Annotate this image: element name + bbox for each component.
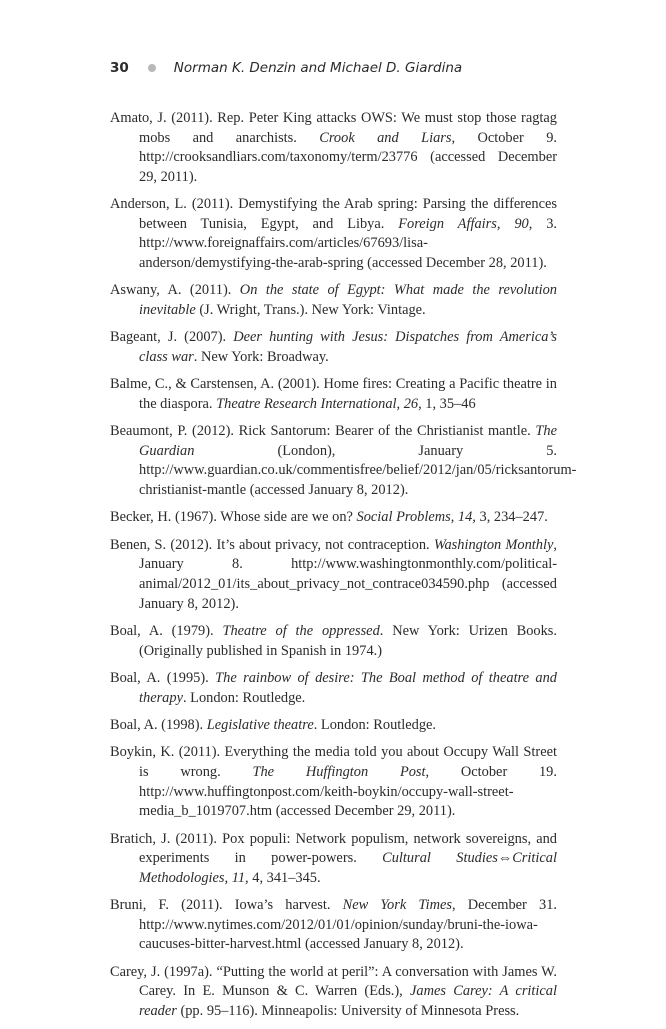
reference-text: Anderson, L. (2011). Demystifying the Arab spring: Parsing the differences between Tunisia, Egypt, and Libya. bbox=[110, 196, 557, 232]
reference-text: . London: Routledge. bbox=[313, 717, 437, 733]
reference-entry bbox=[110, 375, 557, 414]
reference-text: Becker, H. (1967). Whose side are we on? bbox=[110, 509, 357, 526]
reference-text: , 4, 341–345. bbox=[245, 869, 321, 886]
reference-title-italic: Social Problems, 14, bbox=[356, 509, 476, 526]
reference-title-italic: Foreign Affairs, 90 bbox=[398, 215, 529, 232]
reference-text: Boal, A. (1995). bbox=[110, 670, 216, 687]
reference-entry bbox=[110, 669, 557, 708]
bullet-separator-icon bbox=[148, 64, 156, 72]
reference-title-italic: Deer hunting with Jesus: Dispatches from America’s class war bbox=[139, 329, 557, 365]
reference-text: Balme, C., & Carstensen, A. (2001). Home fires: Creating a Pacific theatre in the diaspora. bbox=[110, 376, 557, 412]
reference-entry bbox=[110, 281, 557, 320]
reference-text: 3, 234–247. bbox=[475, 509, 548, 526]
reference-entry bbox=[110, 622, 557, 661]
reference-entry bbox=[110, 536, 557, 614]
reference-text: Carey, J. (1997a). “Putting the world at peril”: A conversation with James W. Carey. In E. Munson & C. Warren (Eds.), bbox=[110, 963, 557, 1000]
reference-title-italic: Theatre Research International, 26 bbox=[216, 395, 419, 412]
reference-text: Boykin, K. (2011). Everything the media told you about Occupy Wall Street is wrong. bbox=[110, 744, 557, 780]
reference-entry bbox=[110, 743, 557, 821]
reference-entry bbox=[110, 109, 557, 187]
page-header bbox=[110, 60, 462, 76]
reference-entry bbox=[110, 716, 557, 736]
reference-text: . New York: Broadway. bbox=[193, 348, 329, 365]
reference-entry bbox=[110, 508, 557, 528]
reference-text: . London: Routledge. bbox=[182, 689, 306, 706]
reference-title-italic: On the state of Egypt: What made the revolution inevitable bbox=[139, 282, 557, 318]
reference-text: Beaumont, P. (2012). Rick Santorum: Bearer of the Christianist mantle. bbox=[110, 423, 536, 440]
reference-title-italic: The Guardian bbox=[139, 423, 557, 459]
reference-text: Boal, A. (1998). bbox=[110, 717, 207, 733]
reference-title-italic: Theatre of the oppressed bbox=[222, 623, 380, 640]
reference-title-italic: The rainbow of desire: The Boal method of theatre and therapy bbox=[139, 670, 557, 706]
reference-title-italic: Crook and Liars bbox=[319, 129, 452, 146]
reference-title-italic: Washington Monthly bbox=[433, 536, 554, 553]
reference-text: Boal, A. (1979). bbox=[110, 623, 223, 640]
page-number: 30 bbox=[110, 60, 129, 76]
reference-text: Aswany, A. (2011). bbox=[110, 282, 240, 299]
reference-text: , January 8. http://www.washingtonmonthly.com/political-animal/2012_01/its_about_privacy_not_contrace034590.php (accessed January 8, 2012). bbox=[139, 536, 557, 612]
reference-title-italic: Cultural Studies⇔Critical Methodologies, 11 bbox=[139, 850, 557, 886]
reference-entry bbox=[110, 963, 557, 1022]
reference-text: , October 19. http://www.huffingtonpost.com/keith-boykin/occupy-wall-street-media_b_1019707.htm (accessed December 29, 2011). bbox=[139, 763, 557, 820]
reference-title-italic: The Huffington Post bbox=[252, 763, 426, 780]
reference-text: (pp. 95–116). Minneapolis: University of Minnesota Press. bbox=[176, 1002, 520, 1019]
reference-text: (J. Wright, Trans.). New York: Vintage. bbox=[195, 301, 426, 318]
reference-text: . New York: Urizen Books. (Originally published in Spanish in 1974.) bbox=[139, 623, 557, 659]
reference-entry bbox=[110, 896, 557, 955]
reference-entry bbox=[110, 195, 557, 273]
reference-text: Benen, S. (2012). It’s about privacy, not contraception. bbox=[110, 536, 434, 553]
reference-text: Bratich, J. (2011). Pox populi: Network populism, network sovereigns, and experiments in power-powers. bbox=[110, 830, 557, 867]
reference-text: Amato, J. (2011). Rep. Peter King attacks OWS: We must stop those ragtag mobs and anarchists. bbox=[110, 110, 557, 146]
reference-entry bbox=[110, 830, 557, 889]
reference-text: , 3. http://www.foreignaffairs.com/articles/67693/lisa-anderson/demystifying-the-arab-spring (accessed December 28, 2011). bbox=[139, 215, 557, 271]
reference-title-italic: New York Times bbox=[342, 897, 452, 914]
running-head: Norman K. Denzin and Michael D. Giardina bbox=[173, 60, 463, 76]
reference-text: Bruni, F. (2011). Iowa’s harvest. bbox=[110, 897, 343, 914]
reference-entry bbox=[110, 328, 557, 367]
reference-text: , 1, 35–46 bbox=[418, 395, 476, 412]
reference-text: (London), January 5. http://www.guardian.co.uk/commentisfree/belief/2012/jan/05/ricksantorum-christianist-mantle (accessed January 8, 2012). bbox=[139, 442, 577, 499]
reference-list bbox=[110, 109, 577, 1029]
reference-text: , December 31. http://www.nytimes.com/2012/01/01/opinion/sunday/bruni-the-iowa-caucuses-bitter-harvest.html (accessed January 8, 2012). bbox=[139, 897, 558, 953]
reference-title-italic: James Carey: A critical reader bbox=[139, 983, 557, 1019]
reference-text: , October 9. http://crooksandliars.com/taxonomy/term/23776 (accessed December 29, 2011). bbox=[139, 129, 557, 185]
reference-title-italic: Legislative theatre bbox=[206, 717, 314, 733]
reference-text: Bageant, J. (2007). bbox=[110, 329, 234, 346]
reference-entry bbox=[110, 422, 577, 500]
